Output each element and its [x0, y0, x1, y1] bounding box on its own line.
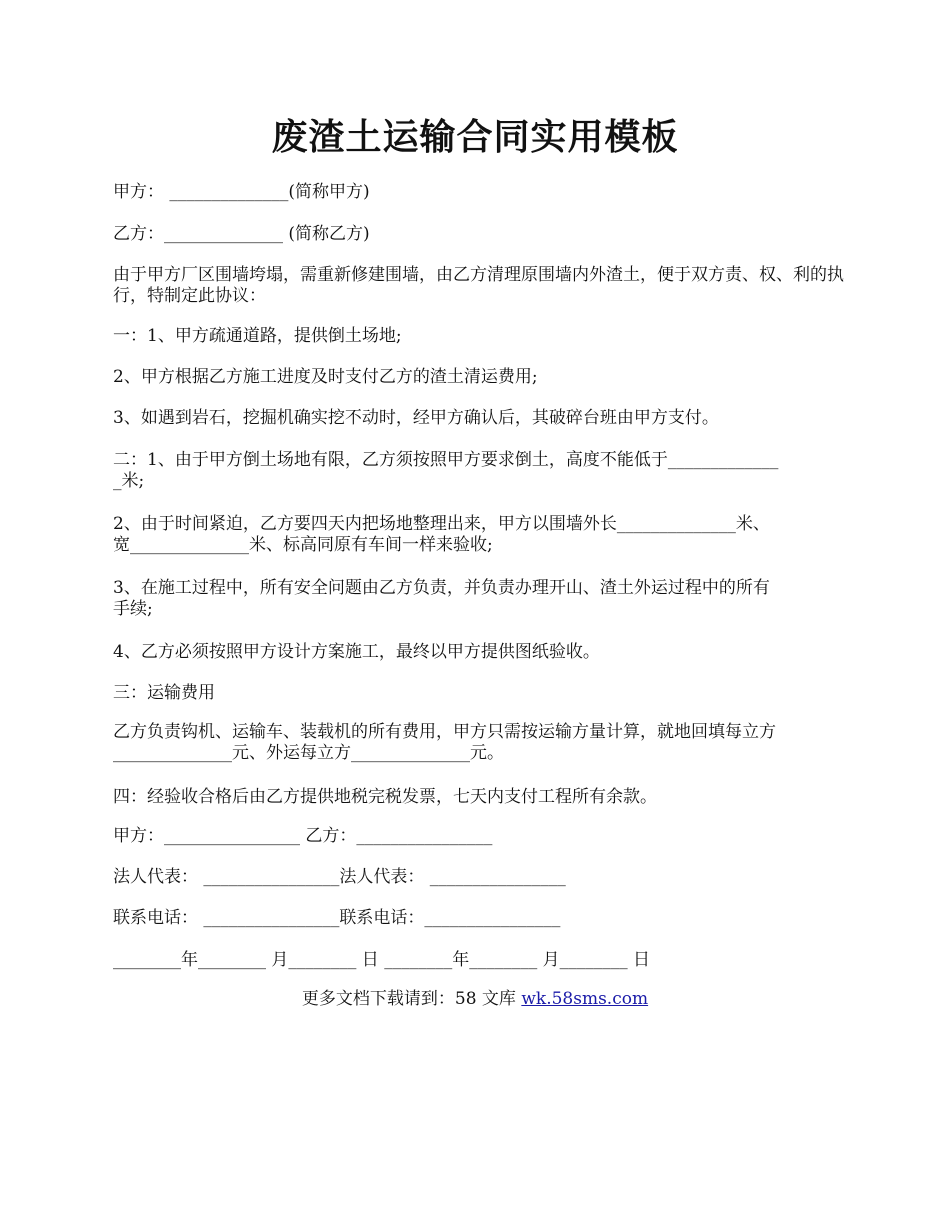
clause-2-2: 2、由于时间紧迫，乙方要四天内把场地整理出来，甲方以围墙外长______________米、 宽______________米、标高同原有车间一样来验收; — [113, 514, 770, 555]
clause-1-1: 一：1、甲方疏通道路，提供倒土场地; — [113, 326, 402, 346]
party-a-line: 甲方： ______________(简称甲方) — [113, 182, 370, 202]
clause-3-cost: 乙方负责钩机、运输车、装载机的所有费用，甲方只需按运输方量计算，就地回填每立方 ______________元、外运每立方______________元。 — [113, 722, 776, 763]
clause-1-2: 2、甲方根据乙方施工进度及时支付乙方的渣土清运费用; — [113, 367, 538, 387]
footer-link[interactable]: wk.58sms.com — [521, 989, 649, 1009]
section-3-heading: 三：运输费用 — [113, 683, 215, 703]
clause-2-1: 二：1、由于甲方倒土场地有限，乙方须按照甲方要求倒土，高度不能低于_____________ _米; — [113, 450, 779, 491]
footer-text: 更多文档下载请到：58 文库 — [301, 989, 522, 1009]
clause-2-4: 4、乙方必须按照甲方设计方案施工，最终以甲方提供图纸验收。 — [113, 642, 600, 662]
clause-1-3: 3、如遇到岩石，挖掘机确实挖不动时，经甲方确认后，其破碎台班由甲方支付。 — [113, 408, 719, 428]
signature-legal-rep: 法人代表： ________________法人代表： ________________ — [113, 867, 566, 887]
signature-phone: 联系电话： ________________联系电话：________________ — [113, 908, 561, 928]
party-b-line: 乙方：______________ (简称乙方) — [113, 224, 370, 244]
preamble-paragraph: 由于甲方厂区围墙垮塌，需重新修建围墙，由乙方清理原围墙内外渣土，便于双方责、权、利的执行，特制定此协议： — [113, 265, 844, 306]
document-title: 废渣土运输合同实用模板 — [271, 116, 679, 158]
signature-parties: 甲方：________________ 乙方：________________ — [113, 826, 493, 846]
clause-2-3: 3、在施工过程中，所有安全问题由乙方负责，并负责办理开山、渣土外运过程中的所有 手续; — [113, 578, 770, 619]
footer — [0, 988, 950, 1010]
signature-date: ________年________ 月________ 日 ________年________ 月________ 日 — [113, 950, 651, 970]
section-4-payment: 四：经验收合格后由乙方提供地税完税发票，七天内支付工程所有余款。 — [113, 787, 657, 807]
